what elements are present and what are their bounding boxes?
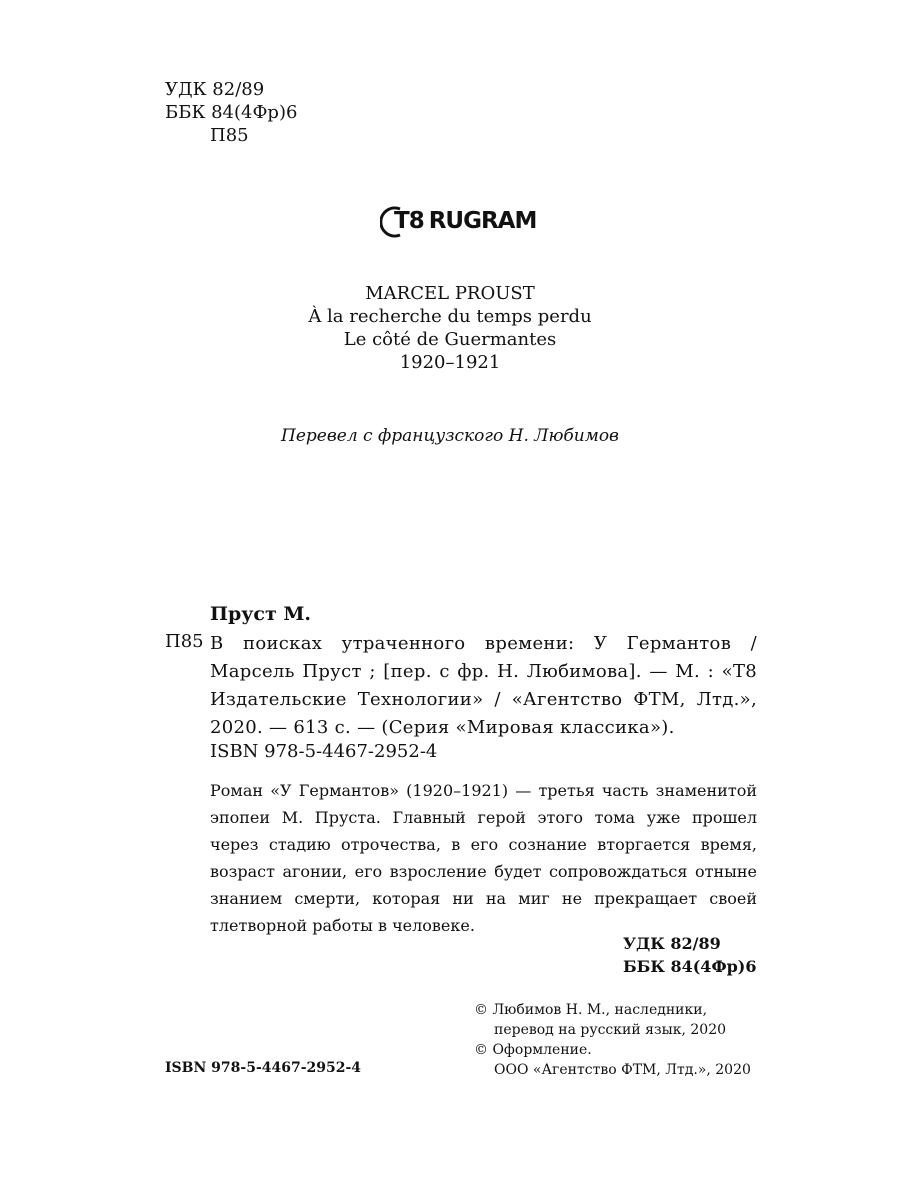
author-sign: П85 — [210, 125, 249, 146]
translator-credit: Перевел с французского Н. Любимов — [281, 426, 619, 446]
classification-block-top — [165, 78, 297, 147]
annotation-paragraph: Роман «У Германтов» (1920–1921) — третья часть знаменитой эпопеи М. Пруста. Главный герой этого тома уже прошел через стадию отрочества, в его сознание вторгается время, возраст агонии, его взросление будет сопровождаться отныне знанием смерти, которая ни на миг не прекращает своей тлетворной работы в человеке. — [210, 781, 757, 935]
copyright-block — [474, 1000, 751, 1080]
udk-code-bottom: УДК 82/89 — [623, 934, 721, 953]
bibliographic-description: В поисках утраченного времени: У Германтов / Марсель Пруст ; [пер. с фр. Н. Любимова]. — М. : «Т8 Издательские Технологии» / «Агентство ФТМ, Лтд.», 2020. — 613 с. — (Серия «Мировая классика»). — [210, 633, 757, 738]
udk-code: УДК 82/89 — [165, 79, 265, 100]
isbn-bottom: ISBN 978-5-4467-2952-4 — [165, 1060, 362, 1076]
record-author-heading: Пруст М. — [210, 603, 311, 625]
publisher-logo — [384, 208, 536, 234]
original-years: 1920–1921 — [399, 352, 501, 373]
original-title-block — [0, 282, 900, 374]
copyright-translation: © Любимов Н. М., наследники, — [474, 1002, 708, 1018]
logo-name: RUGRAM — [428, 208, 537, 234]
classification-block-bottom — [623, 932, 757, 978]
copyright-design: © Оформление. — [474, 1042, 592, 1058]
record-author-sign: П85 — [165, 631, 204, 652]
original-author: MARCEL PROUST — [365, 283, 535, 304]
original-volume-title: Le côté de Guermantes — [343, 329, 557, 350]
logo-mark: T8 — [394, 208, 424, 234]
record-isbn: ISBN 978-5-4467-2952-4 — [210, 741, 438, 762]
copyright-design-holder: ООО «Агентство ФТМ, Лтд.», 2020 — [494, 1062, 751, 1078]
bbk-code-bottom: ББК 84(4Фр)6 — [623, 957, 757, 976]
copyright-translation-detail: перевод на русский язык, 2020 — [494, 1022, 727, 1038]
logo-arc-icon — [380, 206, 404, 238]
bbk-code: ББК 84(4Фр)6 — [165, 102, 298, 123]
original-series-title: À la recherche du temps perdu — [308, 306, 592, 327]
